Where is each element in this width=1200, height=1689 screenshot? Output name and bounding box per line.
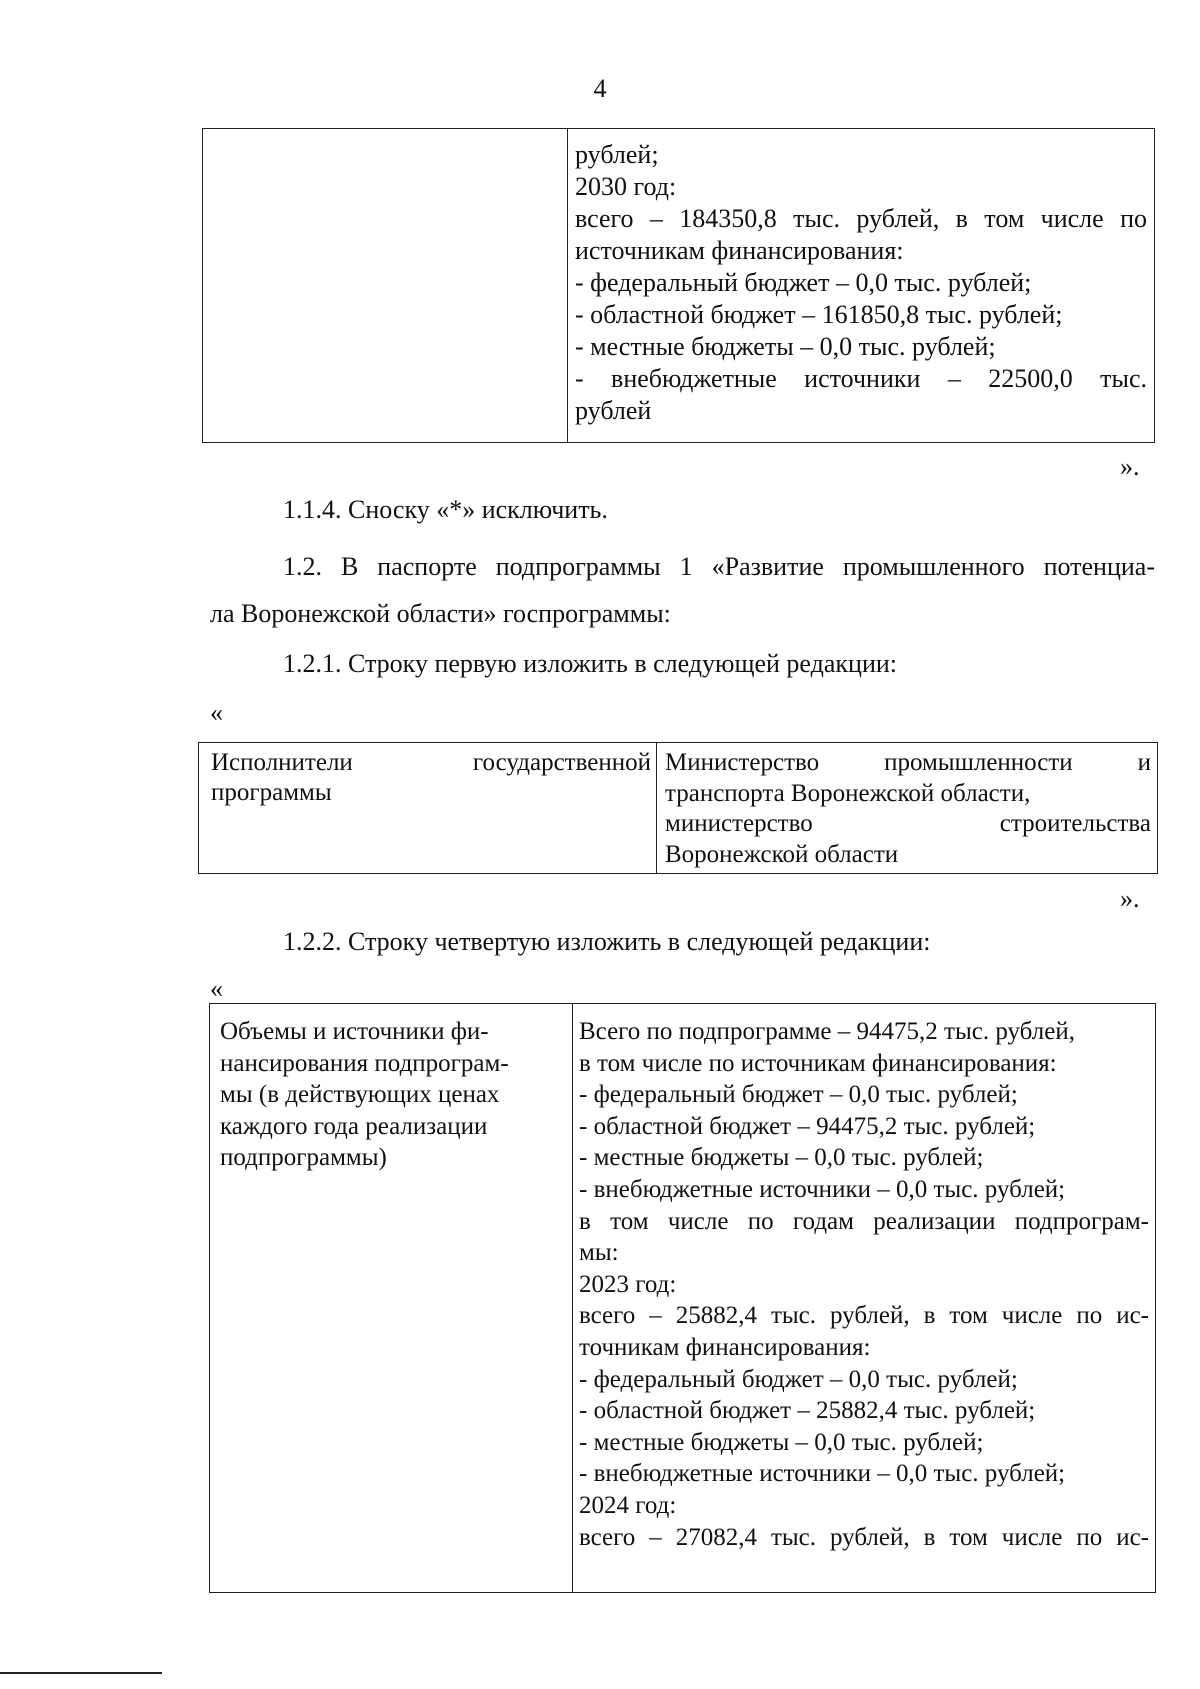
cell-line: транспорта Воронежской области, <box>665 779 1031 807</box>
cell-line: 2024 год: <box>579 1491 677 1519</box>
cell-line: каждого года реализации <box>220 1112 488 1140</box>
closing-quote: ». <box>1120 452 1140 481</box>
cell-line: Исполнители государственной <box>211 749 651 776</box>
table-subprogram-financing <box>209 1003 1156 1593</box>
cell-line: программы <box>211 779 332 806</box>
table1-right-cell <box>575 139 1147 427</box>
paragraph-1-2-line2: ла Воронежской области» госпрограммы: <box>210 599 671 628</box>
cell-line: всего – 27082,4 тыс. рублей, в том числе по ис- <box>579 1523 1149 1551</box>
cell-line: подпрограммы) <box>220 1144 387 1172</box>
opening-quote: « <box>210 698 223 727</box>
cell-line: источникам финансирования: <box>575 236 904 265</box>
cell-line: - внебюджетные источники – 0,0 тыс. рублей; <box>579 1175 1066 1203</box>
cell-line: мы (в действующих ценах <box>220 1081 500 1109</box>
cell-line: - местные бюджеты – 0,0 тыс. рублей; <box>575 332 996 361</box>
cell-line: Объемы и источники фи- <box>220 1018 489 1045</box>
cell-line: - местные бюджеты – 0,0 тыс. рублей; <box>579 1428 984 1456</box>
closing-quote: ». <box>1120 884 1140 913</box>
cell-line: - федеральный бюджет – 0,0 тыс. рублей; <box>579 1081 1018 1109</box>
cell-line: мы: <box>579 1239 619 1267</box>
column-divider <box>572 1004 573 1592</box>
table3-right-cell <box>579 1016 1149 1553</box>
paragraph-1-1-4: 1.1.4. Сноску «*» исключить. <box>283 495 608 524</box>
table2-left-cell <box>211 748 651 808</box>
cell-line: 2030 год: <box>575 172 677 201</box>
cell-line: всего – 25882,4 тыс. рублей, в том числе по ис- <box>579 1302 1149 1330</box>
column-divider <box>567 129 568 442</box>
table3-left-cell <box>220 1016 565 1174</box>
page-number: 4 <box>593 74 607 103</box>
column-divider <box>656 743 657 873</box>
table2-right-cell <box>665 748 1151 870</box>
cell-line: Воронежской области <box>665 840 899 868</box>
cell-line: в том числе по источникам финансирования: <box>579 1049 1057 1077</box>
cell-line: - областной бюджет – 161850,8 тыс. рублей; <box>575 300 1063 329</box>
cell-line: всего – 184350,8 тыс. рублей, в том числе по <box>575 204 1147 233</box>
cell-line: - федеральный бюджет – 0,0 тыс. рублей; <box>575 268 1032 297</box>
page-bottom-rule <box>0 1672 162 1674</box>
table-financing-2030 <box>202 128 1155 443</box>
cell-line: - федеральный бюджет – 0,0 тыс. рублей; <box>579 1365 1018 1393</box>
cell-line: - внебюджетные источники – 0,0 тыс. рублей; <box>579 1460 1066 1488</box>
paragraph-1-2-2: 1.2.2. Строку четвертую изложить в следующей редакции: <box>283 927 931 956</box>
paragraph-1-2-line1: 1.2. В паспорте подпрограммы 1 «Развитие промышленного потенциа- <box>283 552 1155 581</box>
cell-line: точникам финансирования: <box>579 1333 871 1361</box>
cell-line: нансирования подпрограм- <box>220 1049 509 1077</box>
opening-quote: « <box>210 974 223 1003</box>
cell-line: - внебюджетные источники – 22500,0 тыс. <box>575 364 1147 393</box>
cell-line: министерство строительства <box>665 810 1151 837</box>
paragraph-1-2-1: 1.2.1. Строку первую изложить в следующей редакции: <box>283 649 897 678</box>
cell-line: в том числе по годам реализации подпрограм- <box>579 1207 1149 1235</box>
cell-line: Всего по подпрограмме – 94475,2 тыс. рублей, <box>579 1018 1075 1045</box>
table-executors <box>198 742 1158 874</box>
cell-line: 2023 год: <box>579 1270 677 1298</box>
cell-line: рублей <box>575 396 652 425</box>
cell-line: - местные бюджеты – 0,0 тыс. рублей; <box>579 1144 984 1172</box>
cell-line: - областной бюджет – 25882,4 тыс. рублей; <box>579 1397 1036 1425</box>
cell-line: рублей; <box>575 140 659 169</box>
cell-line: Министерство промышленности и <box>665 749 1151 776</box>
cell-line: - областной бюджет – 94475,2 тыс. рублей; <box>579 1112 1036 1140</box>
